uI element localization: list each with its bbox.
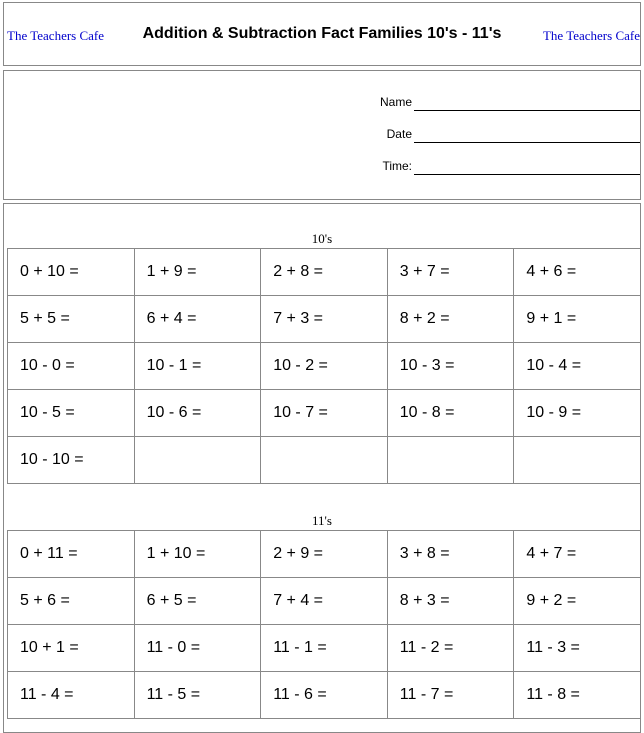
fact-cell: 0 + 11 = (8, 531, 135, 578)
fact-cell: 11 - 4 = (8, 672, 135, 719)
fact-cell: 7 + 3 = (261, 296, 388, 343)
fact-cell: 10 - 0 = (8, 343, 135, 390)
fact-cell: 10 - 8 = (387, 390, 514, 437)
fact-cell: 10 - 7 = (261, 390, 388, 437)
fact-table-11s (7, 530, 641, 719)
section-heading-11s: 11's (312, 513, 332, 528)
site-link-right[interactable]: The Teachers Cafe (542, 28, 640, 43)
fact-cell: 9 + 2 = (514, 578, 641, 625)
fact-cell: 0 + 10 = (8, 249, 135, 296)
fact-cell: 8 + 2 = (387, 296, 514, 343)
fact-cell (134, 437, 261, 484)
fact-cell: 5 + 6 = (8, 578, 135, 625)
fact-cell: 8 + 3 = (387, 578, 514, 625)
date-field-row (360, 123, 640, 143)
fact-cell (514, 437, 641, 484)
fact-cell: 10 - 3 = (387, 343, 514, 390)
name-label: Name (379, 95, 412, 109)
date-input[interactable] (414, 126, 640, 143)
date-label: Date (386, 127, 412, 141)
time-field-row (360, 155, 640, 175)
table-row (8, 437, 641, 484)
table-row (8, 390, 641, 437)
fact-cell: 2 + 8 = (261, 249, 388, 296)
name-field-row (360, 91, 640, 111)
fact-cell: 11 - 3 = (514, 625, 641, 672)
fact-cell: 10 + 1 = (8, 625, 135, 672)
fact-table-10s (7, 248, 641, 484)
fact-cell: 1 + 9 = (134, 249, 261, 296)
fact-cell: 6 + 5 = (134, 578, 261, 625)
fact-cell (387, 437, 514, 484)
fact-cell: 10 - 4 = (514, 343, 641, 390)
fact-cell: 4 + 7 = (514, 531, 641, 578)
table-row (8, 672, 641, 719)
fact-cell: 11 - 6 = (261, 672, 388, 719)
table-row (8, 343, 641, 390)
name-input[interactable] (414, 94, 640, 111)
fact-cell: 3 + 8 = (387, 531, 514, 578)
fact-cell: 11 - 8 = (514, 672, 641, 719)
fact-cell: 11 - 2 = (387, 625, 514, 672)
fact-cell: 6 + 4 = (134, 296, 261, 343)
fact-cell: 11 - 7 = (387, 672, 514, 719)
time-label: Time: (382, 159, 412, 173)
fact-cell: 5 + 5 = (8, 296, 135, 343)
fact-cell: 9 + 1 = (514, 296, 641, 343)
table-row (8, 625, 641, 672)
table-row (8, 296, 641, 343)
fact-cell: 2 + 9 = (261, 531, 388, 578)
table-row (8, 249, 641, 296)
fact-cell: 1 + 10 = (134, 531, 261, 578)
table-row (8, 531, 641, 578)
fact-cell: 10 - 10 = (8, 437, 135, 484)
fact-cell: 11 - 5 = (134, 672, 261, 719)
fact-cell (261, 437, 388, 484)
fact-cell: 11 - 0 = (134, 625, 261, 672)
fact-cell: 10 - 5 = (8, 390, 135, 437)
section-heading-10s: 10's (311, 231, 333, 246)
page-title: Addition & Subtraction Fact Families 10's - 11's (142, 25, 502, 42)
fact-cell: 10 - 9 = (514, 390, 641, 437)
fact-cell: 10 - 6 = (134, 390, 261, 437)
worksheet-body (3, 203, 641, 733)
fact-cell: 10 - 2 = (261, 343, 388, 390)
fact-cell: 4 + 6 = (514, 249, 641, 296)
site-link-left[interactable]: The Teachers Cafe (7, 28, 105, 43)
time-input[interactable] (414, 158, 640, 175)
fact-cell: 11 - 1 = (261, 625, 388, 672)
fact-cell: 10 - 1 = (134, 343, 261, 390)
table-row (8, 578, 641, 625)
fact-cell: 3 + 7 = (387, 249, 514, 296)
fact-cell: 7 + 4 = (261, 578, 388, 625)
worksheet-header (3, 2, 641, 66)
